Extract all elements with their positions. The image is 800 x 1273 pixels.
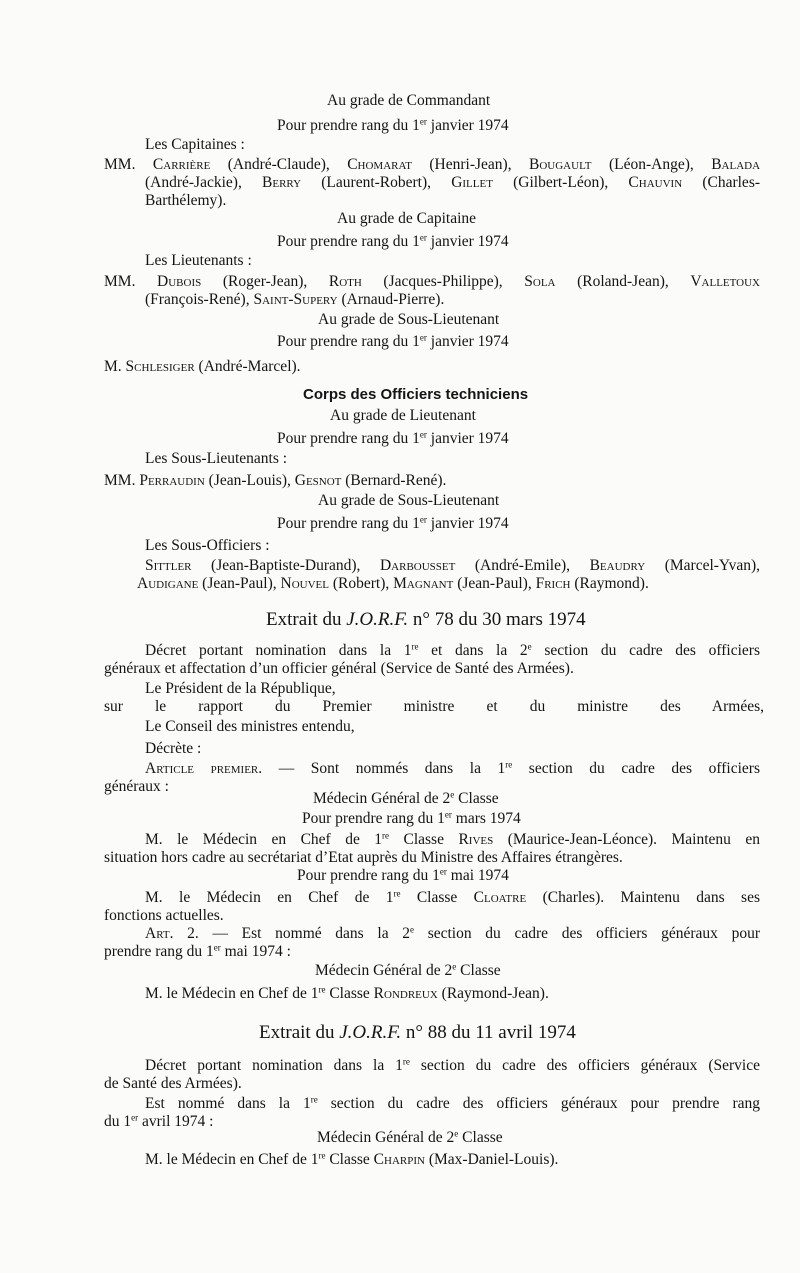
grade-heading: Au grade de Capitaine (337, 210, 477, 227)
group-label: Les Capitaines : (145, 136, 245, 153)
rank-line: Pour prendre rang du 1er janvier 1974 (277, 116, 509, 134)
article-line: Article premier. — Sont nommés dans la 1re section du cadre des officiers (145, 759, 760, 777)
decree-line: Décret portant nomination dans la 1re et dans la 2e section du cadre des officiers (145, 641, 760, 659)
grade-heading: Au grade de Sous-Lieutenant (318, 492, 500, 509)
grade-heading: Médecin Général de 2e Classe (313, 789, 499, 807)
grade-heading: Au grade de Commandant (327, 92, 491, 109)
appointment-line: M. le Médecin en Chef de 1re Classe Charpin (Max-Daniel-Louis). (145, 1150, 559, 1168)
article-line: prendre rang du 1er mai 1974 : (104, 942, 291, 960)
paragraph: Décrète : (145, 740, 202, 757)
paragraph: Le Président de la République, (145, 680, 336, 697)
grade-heading: Médecin Général de 2e Classe (317, 1128, 503, 1146)
rank-line: Pour prendre rang du 1er janvier 1974 (277, 332, 509, 350)
rank-line: Pour prendre rang du 1er mars 1974 (302, 809, 521, 827)
appointment-line: M. le Médecin en Chef de 1re Classe Rives (Maurice-Jean-Léonce). Maintenu en (145, 830, 761, 848)
group-label: Les Sous-Officiers : (145, 537, 270, 554)
name-list-line: Audigane (Jean-Paul), Nouvel (Robert), Magnant (Jean-Paul), Frich (Raymond). (137, 575, 649, 592)
decree-line: généraux et affectation d’un officier général (Service de Santé des Armées). (104, 660, 574, 677)
article-line: Art. 2. — Est nommé dans la 2e section du cadre des officiers généraux pour (145, 924, 760, 942)
group-label: Les Lieutenants : (145, 252, 252, 269)
grade-heading: Au grade de Lieutenant (330, 407, 476, 424)
appointment-line: M. le Médecin en Chef de 1re Classe Rondreux (Raymond-Jean). (145, 984, 549, 1002)
name-list-line: Sittler (Jean-Baptiste-Durand), Darbousset (André-Emile), Beaudry (Marcel-Yvan), (145, 557, 760, 574)
extract-title: Extrait du J.O.R.F. n° 88 du 11 avril 1974 (259, 1022, 576, 1043)
appointment-line: du 1er avril 1974 : (104, 1112, 214, 1130)
appointment-line: situation hors cadre au secrétariat d’Etat auprès du Ministre des Affaires étrangères. (104, 849, 623, 866)
rank-line: Pour prendre rang du 1er janvier 1974 (277, 514, 509, 532)
grade-heading: Médecin Général de 2e Classe (315, 961, 501, 979)
name-list-line: MM. Dubois (Roger-Jean), Roth (Jacques-Philippe), Sola (Roland-Jean), Valletoux (104, 273, 760, 290)
paragraph: Le Conseil des ministres entendu, (145, 718, 355, 735)
name-list-line: (André-Jackie), Berry (Laurent-Robert), Gillet (Gilbert-Léon), Chauvin (Charles- (145, 174, 761, 191)
corps-heading: Corps des Officiers techniciens (303, 386, 529, 403)
appointment-line: Est nommé dans la 1re section du cadre des officiers généraux pour prendre rang (145, 1094, 761, 1112)
name-list-line: M. Schlesiger (André-Marcel). (104, 358, 301, 375)
decree-line: de Santé des Armées). (104, 1075, 242, 1092)
grade-heading: Au grade de Sous-Lieutenant (318, 311, 500, 328)
group-label: Les Sous-Lieutenants : (145, 450, 288, 467)
extract-title: Extrait du J.O.R.F. n° 78 du 30 mars 1974 (266, 609, 586, 630)
article-line: généraux : (104, 778, 169, 795)
appointment-line: M. le Médecin en Chef de 1re Classe Cloatre (Charles). Maintenu dans ses (145, 888, 760, 906)
name-list-line: MM. Perraudin (Jean-Louis), Gesnot (Bernard-René). (104, 472, 447, 489)
decree-line: Décret portant nomination dans la 1re section du cadre des officiers généraux (Service (145, 1056, 760, 1074)
name-list-line: MM. Carrière (André-Claude), Chomarat (Henri-Jean), Bougault (Léon-Ange), Balada (104, 156, 761, 173)
name-list-line: (François-René), Saint-Supery (Arnaud-Pierre). (145, 291, 445, 308)
rank-line: Pour prendre rang du 1er mai 1974 (297, 866, 509, 884)
paragraph: sur le rapport du Premier ministre et du ministre des Armées, (104, 698, 764, 715)
name-list-line: Barthélemy). (145, 192, 227, 209)
rank-line: Pour prendre rang du 1er janvier 1974 (277, 232, 509, 250)
rank-line: Pour prendre rang du 1er janvier 1974 (277, 429, 509, 447)
appointment-line: fonctions actuelles. (104, 907, 224, 924)
